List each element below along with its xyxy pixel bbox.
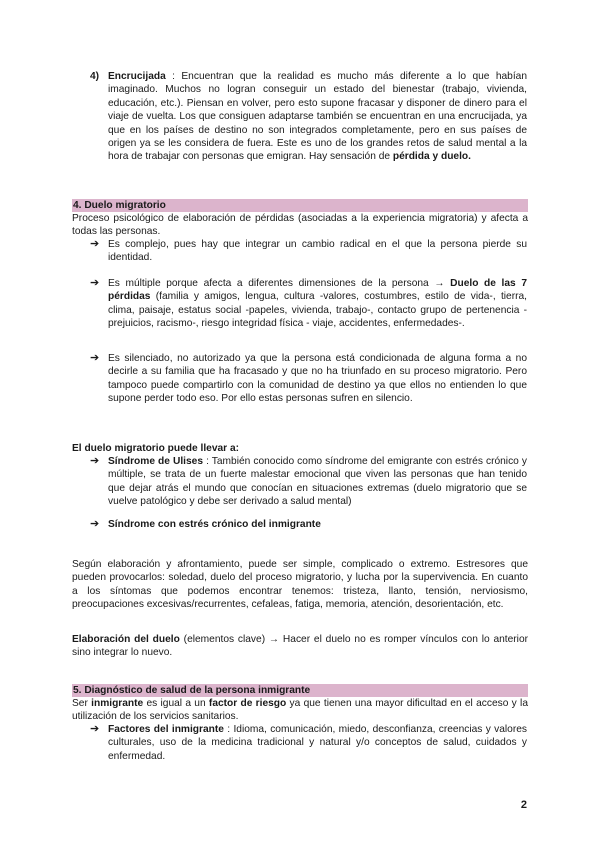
section5-heading: 5. Diagnóstico de salud de la persona inmigrante — [73, 685, 311, 696]
page-number: 2 — [520, 799, 527, 811]
bullet-immigrant-factors: Factores del inmigrante : Idioma, comunicación, miedo, desconfianza, creencias y valores culturales, uso de la medicina tradicional y natural y/o conceptos de salud, cuidados y enfermedad. — [108, 724, 527, 762]
item4-paragraph — [108, 70, 527, 164]
arrow-bullet-icon: ➔ — [90, 352, 100, 364]
ulises-term: Síndrome de Ulises — [108, 456, 204, 467]
item4-body: : Encuentran que la realidad es mucho más diferente a lo que habían imaginado. Muchos no logran conseguir un estado del bienestar (trabajo, vivienda, educación, etc.). Piensan en volver, pero esto supone fracasar y disponer de dinero para el viaje de vuelta. Los que consiguen adaptarse también se encuentran en una encrucijada, ya que en los países de destino no son integrados completamente, pero en sus países de origen ya se les considera de fuera. Este es uno de los grandes retos de salud mental a la hora de trabajar con personas que emigran. Hay sensación de — [108, 71, 527, 163]
bullet-ulises: Síndrome de Ulises : También conocido como síndrome del emigrante con estrés crónico y múltiple, se trata de un fuerte malestar emocional que viven las personas que han tenido que dejar atrás el mundo que conocían en situaciones extremas (duelo migratorio que se vuelve patológico y debe ser derivado a salud mental) — [108, 456, 527, 508]
factors-term: Factores del inmigrante — [108, 724, 224, 735]
arrow-bullet-icon: ➔ — [90, 518, 100, 530]
item-number: 4) — [90, 71, 100, 82]
bullet-silenced: Es silenciado, no autorizado ya que la persona está condicionada de alguna forma a no decirle a su familia que ha fracasado y que no ha triunfado en su proceso migratorio. Pero tampoco puede compartirlo con la comunidad de destino ya que ellos no entienden lo que supone perder todo eso. Por ello estas personas sufren en silencio. — [108, 353, 527, 405]
bullet-multiple: Es múltiple porque afecta a diferentes dimensiones de la persona → Duelo de las 7 pérdidas (familia y amigos, lengua, cultura -valores, costumbres, estilo de vida-, tierra, clima, paisaje, estatus social -papeles, vivienda, trabajo-, contacto grupo de pertenencia -prejuicios, racismo-, riesgo integridad física - viaje, accidentes, enfermedades-. — [108, 278, 527, 330]
section4-intro: Proceso psicológico de elaboración de pérdidas (asociadas a la experiencia migratoria) y afecta a todas las personas. — [72, 213, 528, 238]
stressors-paragraph: Según elaboración y afrontamiento, puede ser simple, complicado o extremo. Estresores que pueden provocarlos: soledad, duelo del proceso migratorio, y lucha por la supervivencia. En cuanto a los síntomas que podemos encontrar tenemos: tristeza, llanto, tensión, nerviosismo, preocupaciones excesivas/recurrentes, cefaleas, fatiga, memoria, atención, desorientación, etc. — [72, 559, 528, 611]
arrow-bullet-icon: ➔ — [90, 723, 100, 735]
section5-intro: Ser inmigrante es igual a un factor de riesgo ya que tienen una mayor dificultad en el acceso y la utilización de los servicios sanitarios. — [72, 698, 528, 723]
seven-losses-term: Duelo de las 7 pérdidas — [108, 278, 527, 303]
grief-elaboration-paragraph: Elaboración del duelo (elementos clave) → Hacer el duelo no es romper vínculos con lo anterior sino integrar lo nuevo. — [72, 634, 529, 659]
section-heading-bar — [72, 684, 528, 697]
arrow-bullet-icon: ➔ — [90, 455, 100, 467]
duel-leads-heading: El duelo migratorio puede llevar a: — [72, 443, 239, 454]
item4-term: Encrucijada — [108, 71, 166, 82]
bullet-complex: Es complejo, pues hay que integrar un cambio radical en el que la persona pierde su identidad. — [108, 239, 527, 264]
section4-heading: 4. Duelo migratorio — [73, 200, 166, 211]
grief-elaboration-term: Elaboración del duelo — [72, 634, 180, 645]
section-heading-bar — [72, 199, 528, 212]
bullet-chronic-stress: Síndrome con estrés crónico del inmigrante — [108, 519, 321, 530]
arrow-bullet-icon: ➔ — [90, 277, 100, 289]
arrow-bullet-icon: ➔ — [90, 238, 100, 250]
item4-end-bold: pérdida y duelo. — [392, 151, 471, 163]
